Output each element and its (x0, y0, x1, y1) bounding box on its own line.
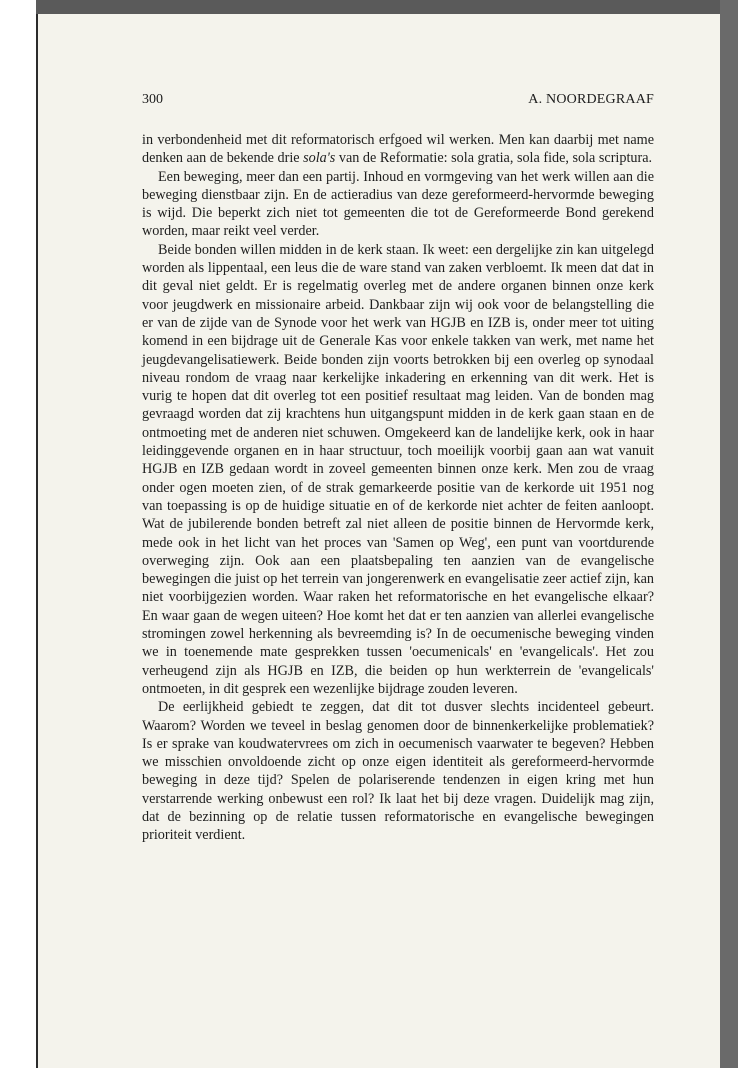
page-number: 300 (142, 92, 163, 107)
paragraph-4: De eerlijkheid gebiedt te zeggen, dat dit tot dusver slechts incidenteel gebeurt. Waarom? Worden we teveel in beslag genomen door de binnenkerkelijke problematiek? Is er sprake van koudwatervrees om zich in oecumenisch vaarwater te begeven? Hebben we misschien onvoldoende zicht op onze eigen identiteit als gereformeerd-hervormde beweging in deze tijd? Spelen de polariserende tendenzen in eigen kring met hun verstarrende werking onbewust een rol? Ik laat het bij deze vragen. Duidelijk mag zijn, dat de bezinning op de relatie tussen reformatorische en evangelische bewegingen prioriteit verdient. (142, 699, 654, 844)
paragraph-1 (142, 131, 654, 168)
paragraph-1-italic-term: sola's (303, 150, 336, 167)
scan-top-edge (36, 0, 738, 14)
body-text (142, 131, 654, 845)
scan-right-edge (720, 0, 738, 1068)
paragraph-3: Beide bonden willen midden in de kerk staan. Ik weet: een dergelijke zin kan uitgelegd worden als lippentaal, een leus die de ware stand van zaken verbloemt. Ik meen dat dat in dit geval niet geldt. Er is regelmatig overleg met de andere organen binnen onze kerk voor jeugdwerk en missionaire arbeid. Dankbaar zijn wij ook voor de belangstelling die er van de zijde van de Synode voor het werk van HGJB en IZB is, onder meer tot uiting komend in een bijdrage uit de Generale Kas voor enkele takken van werk, met name het jeugdevangelisatiewerk. Beide bonden zijn voorts betrokken bij een overleg op synodaal niveau rondom de vraag naar kerkelijke inkadering en erkenning van dit werk. Het is vurig te hopen dat dit overleg tot een positief resultaat mag leiden. Van de bonden mag gevraagd worden dat zij krachtens hun uitgangspunt midden in de kerk gaan staan en de ontmoeting met de anderen niet schuwen. Omgekeerd kan de landelijke kerk, ook in haar leidinggevende organen en in haar structuur, toch moeilijk voorbij gaan aan wat vanuit HGJB en IZB gedaan wordt in zoveel gemeenten binnen onze kerk. Men zou de vraag onder ogen moeten zien, of de strak gemarkeerde positie van de kerkorde uit 1951 nog van toepassing is op de huidige situatie en of de kerkorde niet achter de feiten aanloopt. Wat de jubilerende bonden betreft zal niet alleen de positie binnen de Hervormde kerk, mede ook in het licht van het proces van 'Samen op Weg', een punt van voortdurende overweging zijn. Ook aan een plaatsbepaling ten aanzien van de evangelische bewegingen die juist op het terrein van jongerenwerk en evangelisatie zeer actief zijn, kan niet voorbijgezien worden. Waar raken het reformatorische en het evangelische elkaar? En waar gaan de wegen uiteen? Hoe komt het dat er ten aanzien van allerlei evangelische stromingen zowel herkenning als bevreemding is? In de oecumenische beweging vinden we in toenemende mate gesprekken tussen 'oecumenicals' en 'evangelicals'. Het zou verheugend zijn als HGJB en IZB, die beiden op hun werkterrein de 'evangelicals' ontmoeten, in dit gesprek een wezenlijke bijdrage zouden leveren. (142, 241, 654, 697)
page-header (142, 92, 654, 112)
paragraph-1-part-1: in verbondenheid met dit reformatorisch erfgoed wil werken. Men kan daarbij met name denken aan de bekende drie (142, 132, 654, 167)
paragraph-1-part-3: van de Reformatie: sola gratia, sola fide, sola scriptura. (335, 150, 653, 167)
running-head-author: A. NOORDEGRAAF (528, 92, 654, 107)
paragraph-2: Een beweging, meer dan een partij. Inhoud en vormgeving van het werk willen aan die beweging dienstbaar zijn. En de actieradius van deze gereformeerd-hervormde beweging is wijd. Die beperkt zich niet tot gemeenten die tot de Gereformeerde Bond gerekend worden, maar reikt veel verder. (142, 168, 654, 240)
